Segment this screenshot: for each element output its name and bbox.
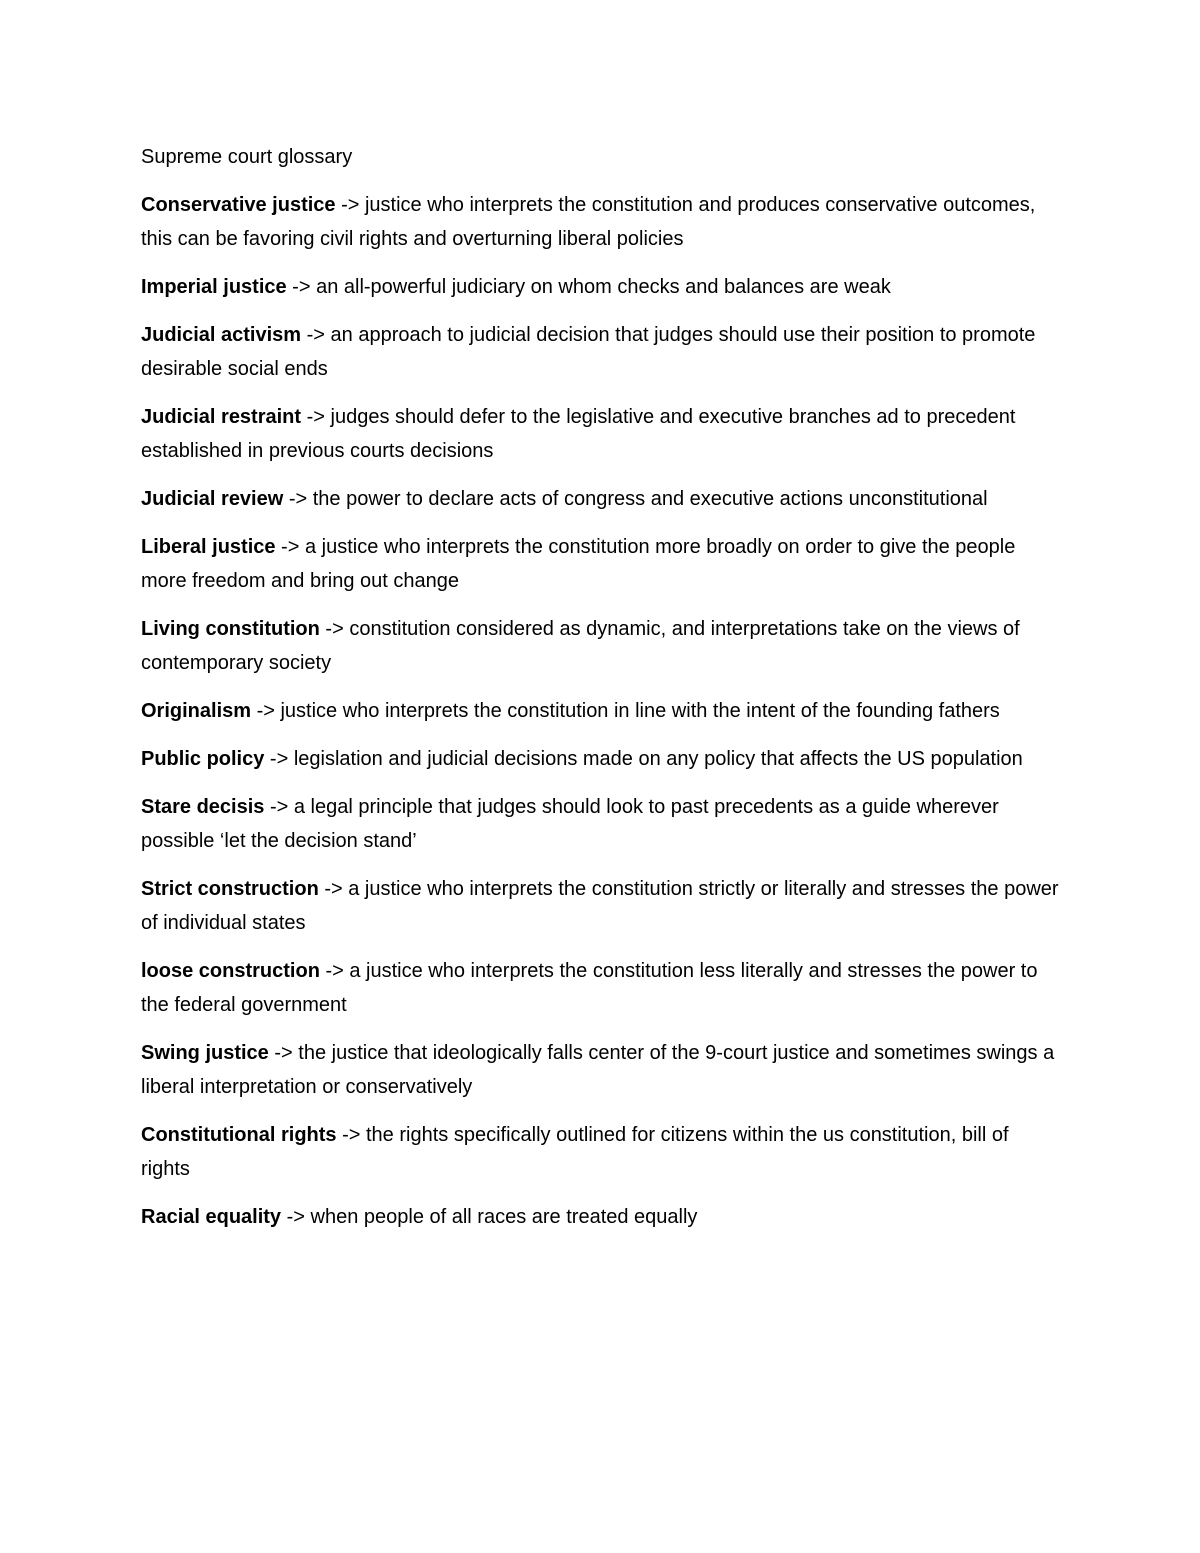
glossary-term: Judicial activism xyxy=(141,324,302,346)
glossary-term: Judicial review xyxy=(141,488,284,510)
glossary-entry xyxy=(141,742,1061,776)
glossary-entry xyxy=(141,872,1061,940)
glossary-term: Strict construction xyxy=(141,878,319,900)
glossary-entry xyxy=(141,188,1061,256)
glossary-entry xyxy=(141,530,1061,598)
arrow-separator: -> xyxy=(318,878,349,900)
glossary-entry xyxy=(141,612,1061,680)
arrow-separator: -> xyxy=(319,618,350,640)
arrow-separator: -> xyxy=(264,796,294,818)
glossary-definition: justice who interprets the constitution and produces conservative outcomes, this can be favoring civil rights and overturning liberal policies xyxy=(141,194,1036,250)
glossary-term: Imperial justice xyxy=(141,276,287,298)
arrow-separator: -> xyxy=(336,1124,366,1146)
arrow-separator: -> xyxy=(283,488,313,510)
glossary-definition: an approach to judicial decision that judges should use their position to promote desirable social ends xyxy=(141,324,1036,380)
glossary-term: loose construction xyxy=(141,960,320,982)
arrow-separator: -> xyxy=(301,324,331,346)
glossary-entry xyxy=(141,1036,1061,1104)
glossary-term: Originalism xyxy=(141,700,252,722)
glossary-entry xyxy=(141,694,1061,728)
glossary-term: Living constitution xyxy=(141,618,320,640)
glossary-entry xyxy=(141,270,1061,304)
glossary-definition: legislation and judicial decisions made on any policy that affects the US population xyxy=(293,748,1023,770)
glossary-term: Conservative justice xyxy=(141,194,336,216)
glossary-definition: an all-powerful judiciary on whom checks and balances are weak xyxy=(316,276,891,298)
glossary-definition: the rights specifically outlined for citizens within the us constitution, bill of rights xyxy=(141,1124,1009,1180)
glossary-definition: the power to declare acts of congress and executive actions unconstitutional xyxy=(312,488,988,510)
glossary-term: Stare decisis xyxy=(141,796,265,818)
document-page xyxy=(141,140,1061,1248)
glossary-entry xyxy=(141,790,1061,858)
glossary-definition: when people of all races are treated equally xyxy=(310,1206,698,1228)
glossary-definition: a justice who interprets the constitution more broadly on order to give the people more freedom and bring out change xyxy=(141,536,1016,592)
glossary-entry xyxy=(141,318,1061,386)
glossary-entry xyxy=(141,1118,1061,1186)
glossary-entry xyxy=(141,1200,1061,1234)
glossary-entry xyxy=(141,400,1061,468)
glossary-definition: a justice who interprets the constitution strictly or literally and stresses the power of individual states xyxy=(141,878,1059,934)
glossary-term: Public policy xyxy=(141,748,265,770)
glossary-entry xyxy=(141,482,1061,516)
arrow-separator: -> xyxy=(281,1206,311,1228)
glossary-definition: a justice who interprets the constitution less literally and stresses the power to the federal government xyxy=(141,960,1038,1016)
arrow-separator: -> xyxy=(275,536,305,558)
glossary-list xyxy=(141,188,1061,1234)
glossary-term: Judicial restraint xyxy=(141,406,302,428)
arrow-separator: -> xyxy=(319,960,350,982)
glossary-definition: judges should defer to the legislative and executive branches ad to precedent established in previous courts decisions xyxy=(141,406,1016,462)
glossary-definition: justice who interprets the constitution in line with the intent of the founding fathers xyxy=(280,700,1000,722)
arrow-separator: -> xyxy=(268,1042,299,1064)
document-title: Supreme court glossary xyxy=(141,146,353,168)
arrow-separator: -> xyxy=(286,276,317,298)
glossary-definition: the justice that ideologically falls center of the 9-court justice and sometimes swings a liberal interpretation or conservatively xyxy=(141,1042,1055,1098)
glossary-term: Swing justice xyxy=(141,1042,269,1064)
arrow-separator: -> xyxy=(301,406,331,428)
glossary-definition: constitution considered as dynamic, and interpretations take on the views of contemporary society xyxy=(141,618,1020,674)
glossary-term: Constitutional rights xyxy=(141,1124,337,1146)
glossary-term: Liberal justice xyxy=(141,536,276,558)
glossary-term: Racial equality xyxy=(141,1206,282,1228)
arrow-separator: -> xyxy=(335,194,365,216)
glossary-definition: a legal principle that judges should look to past precedents as a guide wherever possible ‘let the decision stand’ xyxy=(141,796,999,852)
arrow-separator: -> xyxy=(264,748,294,770)
glossary-entry xyxy=(141,954,1061,1022)
arrow-separator: -> xyxy=(251,700,281,722)
